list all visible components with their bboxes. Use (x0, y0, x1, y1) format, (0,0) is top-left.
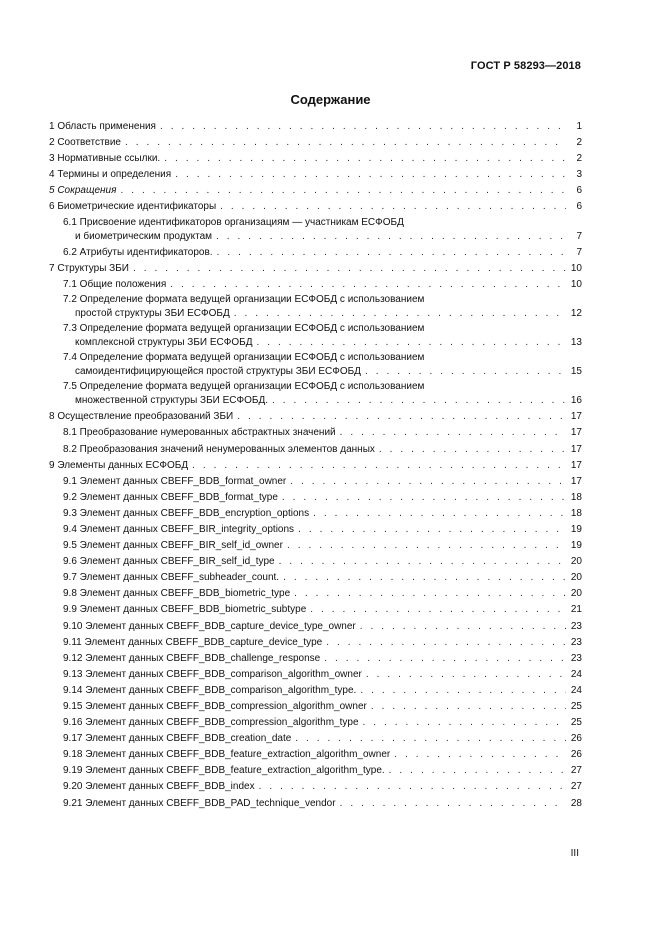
toc-page-number: 17 (570, 475, 582, 487)
toc-page-number: 17 (570, 443, 582, 455)
dot-leader (216, 229, 566, 245)
toc-entry-text: 9.18 Элемент данных CBEFF_BDB_feature_extraction_algorithm_owner (63, 749, 391, 761)
toc-entry-text: и биометрическим продуктам (75, 230, 213, 242)
toc-entry-text: 9.5 Элемент данных CBEFF_BIR_self_id_owner (63, 540, 283, 552)
toc-entry[interactable] (49, 667, 582, 683)
toc-entry-text: 8 Осуществление преобразований ЗБИ (49, 411, 234, 423)
dot-leader (125, 135, 566, 151)
dot-leader (175, 167, 566, 183)
toc-entry-text: 9.3 Элемент данных CBEFF_BDB_encryption_options (63, 507, 310, 519)
dot-leader (324, 651, 566, 667)
toc-page-number: 24 (570, 684, 582, 696)
toc-page-number: 7 (576, 246, 582, 258)
toc-entry-text: 9.7 Элемент данных CBEFF_subheader_count. (63, 572, 280, 584)
toc-entry[interactable] (49, 715, 582, 731)
dot-leader (160, 119, 566, 135)
toc-page-number: 17 (570, 427, 582, 439)
toc-entry[interactable] (49, 151, 582, 167)
dot-leader (272, 393, 566, 409)
toc-entry-text: 9.12 Элемент данных CBEFF_BDB_challenge_response (63, 652, 321, 664)
toc-page-number: 20 (570, 572, 582, 584)
dot-leader (220, 199, 566, 215)
toc-entry-text: 9.9 Элемент данных CBEFF_BDB_biometric_subtype (63, 604, 307, 616)
toc-entry-text: 9.8 Элемент данных CBEFF_BDB_biometric_type (63, 588, 291, 600)
toc-entry-text: 9.10 Элемент данных CBEFF_BDB_capture_device_type_owner (63, 620, 356, 632)
toc-entry[interactable] (49, 409, 582, 425)
toc-page-number: 17 (570, 411, 582, 423)
toc-entry[interactable] (49, 261, 582, 277)
toc-entry[interactable] (49, 322, 582, 351)
toc-page-number: 21 (570, 604, 582, 616)
toc-entry-text: простой структуры ЗБИ ЕСФОБД (75, 307, 230, 319)
dot-leader (365, 364, 566, 380)
dot-leader (259, 779, 566, 795)
dot-leader (279, 554, 566, 570)
toc-entry-text: 9.4 Элемент данных CBEFF_BIR_integrity_options (63, 523, 295, 535)
toc-entry[interactable] (49, 199, 582, 215)
toc-page-number: 16 (570, 395, 582, 407)
toc-entry-text: 9.16 Элемент данных CBEFF_BDB_compression_algorithm_type (63, 717, 359, 729)
toc-page-number: 2 (576, 153, 582, 165)
toc-entry[interactable] (49, 538, 582, 554)
toc-entry-text: самоидентифицирующейся простой структуры ЗБИ ЕСФОБД (75, 366, 361, 378)
toc-entry[interactable] (49, 442, 582, 458)
toc-entry[interactable] (49, 554, 582, 570)
toc-entry-text: 9.21 Элемент данных CBEFF_BDB_PAD_technique_vendor (63, 797, 336, 809)
toc-entry-text: 6 Биометрические идентификаторы (49, 201, 217, 213)
toc-page-number: 27 (570, 765, 582, 777)
toc-entry[interactable] (49, 183, 582, 199)
toc-entry[interactable] (49, 506, 582, 522)
toc-entry[interactable] (49, 458, 582, 474)
dot-leader (313, 506, 566, 522)
toc-entry[interactable] (49, 602, 582, 618)
toc-page-number: 23 (570, 652, 582, 664)
dot-leader (360, 619, 566, 635)
toc-entry-text: 7.4 Определение формата ведущей организации ЕСФОБД с использованием (63, 352, 425, 364)
toc-entry[interactable] (49, 380, 582, 409)
toc-entry-text: 9.1 Элемент данных CBEFF_BDB_format_owner (63, 475, 287, 487)
toc-entry-text: 9.14 Элемент данных CBEFF_BDB_comparison_algorithm_type. (63, 684, 357, 696)
dot-leader (310, 602, 566, 618)
toc-entry[interactable] (49, 763, 582, 779)
standard-code: ГОСТ Р 58293—2018 (470, 60, 581, 72)
toc-entry[interactable] (49, 747, 582, 763)
toc-page-number: 6 (576, 201, 582, 213)
toc-entry-text: 3 Нормативные ссылки. (49, 153, 161, 165)
dot-leader (298, 522, 566, 538)
toc-entry[interactable] (49, 651, 582, 667)
toc-entry[interactable] (49, 731, 582, 747)
toc-entry[interactable] (49, 699, 582, 715)
dot-leader (379, 442, 566, 458)
toc-entry-text: 7.5 Определение формата ведущей организации ЕСФОБД с использованием (63, 381, 425, 393)
dot-leader (366, 667, 566, 683)
dot-leader (290, 474, 566, 490)
dot-leader (283, 570, 566, 586)
toc-entry-text: 9.11 Элемент данных CBEFF_BDB_capture_device_type (63, 636, 323, 648)
toc-page-number: 18 (570, 507, 582, 519)
toc-entry-text: 7.2 Определение формата ведущей организации ЕСФОБД с использованием (63, 293, 425, 305)
toc-page-number: 12 (570, 307, 582, 319)
toc-page-number: 23 (570, 636, 582, 648)
toc-entry[interactable] (49, 683, 582, 699)
toc-entry[interactable] (49, 490, 582, 506)
toc-entry-text: 7.1 Общие положения (63, 278, 167, 290)
toc-entry[interactable] (49, 245, 582, 261)
dot-leader (237, 409, 566, 425)
page-number: III (570, 848, 579, 859)
toc-page-number: 25 (570, 717, 582, 729)
toc-page-number: 13 (570, 337, 582, 349)
dot-leader (389, 763, 566, 779)
toc-entry-text: 4 Термины и определения (49, 169, 172, 181)
toc-entry[interactable] (49, 216, 582, 245)
toc-entry[interactable] (49, 135, 582, 151)
toc-entry-text: множественной структуры ЗБИ ЕСФОБД. (75, 395, 268, 407)
toc-entry-text: 7 Структуры ЗБИ (49, 262, 129, 274)
toc-entry-text: 9.17 Элемент данных CBEFF_BDB_creation_date (63, 733, 292, 745)
toc-page-number: 20 (570, 588, 582, 600)
toc-entry[interactable] (49, 779, 582, 795)
toc-page-number: 10 (570, 262, 582, 274)
toc-entry-text: 9.15 Элемент данных CBEFF_BDB_compression_algorithm_owner (63, 701, 367, 712)
page-title: Содержание (290, 92, 371, 107)
toc-page-number: 7 (576, 230, 582, 242)
toc-page-number: 26 (570, 749, 582, 761)
toc-entry[interactable] (49, 425, 582, 441)
toc-entry-text: 9.6 Элемент данных CBEFF_BIR_self_id_type (63, 556, 275, 568)
toc-page-number: 27 (570, 781, 582, 793)
toc-page-number: 15 (570, 366, 582, 378)
dot-leader (170, 277, 566, 293)
dot-leader (133, 261, 566, 277)
toc-entry[interactable] (49, 619, 582, 635)
toc-page-number: 17 (570, 459, 582, 471)
dot-leader (363, 715, 566, 731)
toc-entry[interactable] (49, 277, 582, 293)
toc-entry[interactable] (49, 167, 582, 183)
toc-page-number: 20 (570, 556, 582, 568)
toc-entry-text: 1 Область применения (49, 121, 156, 132)
toc-entry-text: комплексной структуры ЗБИ ЕСФОБД (75, 337, 253, 349)
toc-entry-text: 5 Сокращения (49, 185, 117, 197)
dot-leader (394, 747, 566, 763)
toc-entry[interactable] (49, 351, 582, 380)
toc-page-number: 19 (570, 540, 582, 552)
dot-leader (294, 586, 566, 602)
toc-page-number: 24 (570, 668, 582, 680)
toc-entry[interactable] (49, 586, 582, 602)
toc-entry-text: 8.1 Преобразование нумерованных абстрактных значений (63, 427, 336, 439)
table-of-contents (49, 119, 582, 812)
toc-entry-text: 9 Элементы данных ЕСФОБД (49, 459, 189, 471)
toc-entry-text: 2 Соответствие (49, 137, 121, 149)
toc-entry-text: 6.1 Присвоение идентификаторов организациям — участникам ЕСФОБД (63, 216, 404, 228)
dot-leader (287, 538, 566, 554)
toc-entry-text: 9.13 Элемент данных CBEFF_BDB_comparison_algorithm_owner (63, 668, 362, 680)
toc-page-number: 18 (570, 491, 582, 503)
dot-leader (120, 183, 566, 199)
toc-entry-text: 6.2 Атрибуты идентификаторов. (63, 246, 213, 258)
dot-leader (360, 683, 566, 699)
toc-entry[interactable] (49, 293, 582, 322)
toc-entry[interactable] (49, 119, 582, 135)
toc-entry-text: 9.19 Элемент данных CBEFF_BDB_feature_extraction_algorithm_type. (63, 765, 385, 777)
toc-entry[interactable] (49, 635, 582, 651)
toc-page-number: 28 (570, 797, 582, 809)
toc-entry[interactable] (49, 570, 582, 586)
toc-page-number: 2 (576, 137, 582, 149)
dot-leader (192, 458, 566, 474)
toc-entry[interactable] (49, 522, 582, 538)
dot-leader (234, 306, 566, 322)
dot-leader (340, 796, 566, 812)
toc-page-number: 6 (576, 185, 582, 197)
toc-entry-text: 7.3 Определение формата ведущей организации ЕСФОБД с использованием (63, 323, 425, 335)
dot-leader (340, 425, 566, 441)
dot-leader (282, 490, 566, 506)
dot-leader (326, 635, 566, 651)
toc-page-number: 26 (570, 733, 582, 745)
dot-leader (217, 245, 566, 261)
dot-leader (256, 335, 566, 351)
toc-page-number: 3 (576, 169, 582, 181)
toc-entry-text: 8.2 Преобразования значений ненумерованных элементов данных (63, 443, 375, 455)
dot-leader (295, 731, 566, 747)
toc-entry[interactable] (49, 796, 582, 812)
toc-page-number: 10 (570, 278, 582, 290)
toc-page-number: 1 (576, 121, 582, 132)
dot-leader (371, 699, 566, 715)
toc-page-number: 19 (570, 523, 582, 535)
toc-entry[interactable] (49, 474, 582, 490)
toc-entry-text: 9.2 Элемент данных CBEFF_BDB_format_type (63, 491, 278, 503)
toc-entry-text: 9.20 Элемент данных CBEFF_BDB_index (63, 781, 255, 793)
dot-leader (164, 151, 566, 167)
toc-page-number: 23 (570, 620, 582, 632)
toc-page-number: 25 (570, 701, 582, 712)
